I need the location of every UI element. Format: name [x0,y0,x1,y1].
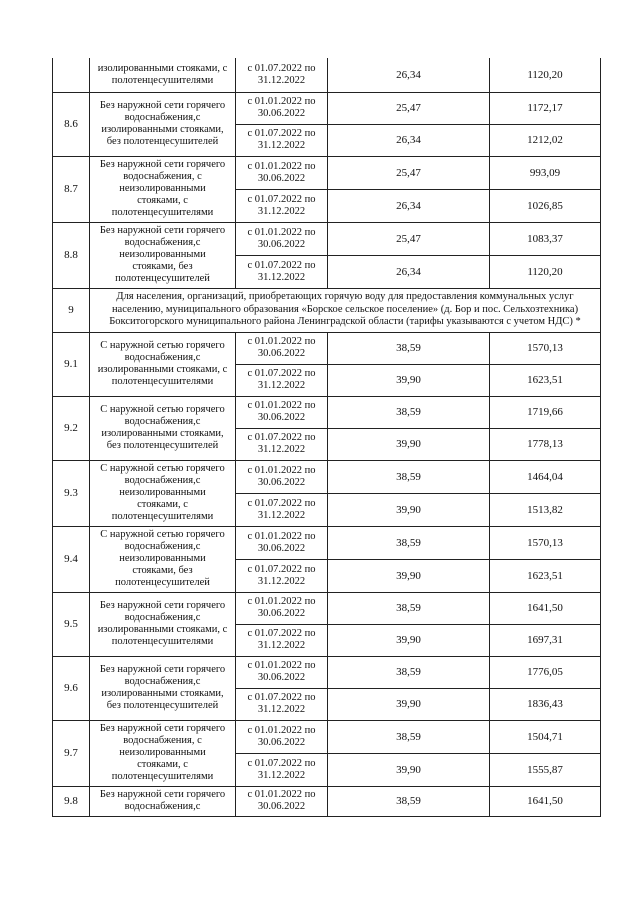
text-line: 31.12.2022 [257,575,306,587]
total-cell: 1623,51 [490,364,601,396]
text-line: стояками, без [132,261,193,272]
rate-cell: 39,90 [328,493,490,526]
text-line: 31.12.2022 [257,271,306,283]
text-line: С наружной сетью горячего [100,463,225,474]
period-cell [236,92,328,124]
tariff-row [53,786,601,816]
tariff-row [53,92,601,124]
text-line: Без наружной сети горячего [99,159,226,170]
text-line: изолированными стояками, [101,124,224,135]
period-cell [236,624,328,656]
text-line: водоснабжения,с [124,112,201,123]
rate-cell: 39,90 [328,688,490,720]
text-line: полотенцесушителями [111,636,214,647]
rate-cell: 26,34 [328,124,490,156]
total-cell: 1836,43 [490,688,601,720]
total-cell: 1719,66 [490,396,601,428]
text-line: 30.06.2022 [257,348,306,359]
total-cell: 1504,71 [490,720,601,753]
row-description [90,656,236,720]
text-line: полотенцесушителями [111,74,214,86]
text-line: с 01.07.2022 по [247,563,316,575]
row-description [90,460,236,526]
text-line: изолированными стояками, [101,428,224,439]
heading-line: Для населения, организаций, приобретающих горячую воду для предоставления коммунальных услуг [116,291,574,303]
text-line: стояками, с [137,499,188,510]
text-line: с 01.01.2022 по [247,596,316,607]
tariff-row [53,460,601,493]
row-description [90,222,236,288]
text-line: водоснабжения,с [124,541,201,552]
total-cell: 1555,87 [490,753,601,786]
period-cell [236,255,328,288]
rate-cell: 25,47 [328,92,490,124]
text-line: с 01.07.2022 по [247,432,316,443]
text-line: 31.12.2022 [257,140,306,151]
period-cell [236,222,328,255]
total-cell: 1570,13 [490,526,601,559]
rate-cell: 39,90 [328,753,490,786]
text-line: Без наружной сети горячего [99,789,226,800]
total-cell: 1697,31 [490,624,601,656]
total-cell: 1778,13 [490,428,601,460]
text-line: 31.12.2022 [257,444,306,455]
row-number [53,58,90,92]
tariff-row [53,656,601,688]
text-line: водоснабжения,с [124,352,201,363]
period-cell [236,189,328,222]
text-line: с 01.01.2022 по [247,789,316,800]
text-line: водоснабжения, с [123,735,202,746]
text-line: с 01.01.2022 по [247,530,316,542]
text-line: неизолированными [119,183,206,194]
text-line: с 01.01.2022 по [247,226,316,238]
rate-cell: 39,90 [328,428,490,460]
total-cell: 1026,85 [490,189,601,222]
text-line: 30.06.2022 [257,608,306,619]
period-cell [236,526,328,559]
period-cell [236,364,328,396]
total-cell: 1623,51 [490,559,601,592]
text-line: с 01.01.2022 по [247,660,316,671]
total-cell: 1212,02 [490,124,601,156]
row-number: 9.2 [53,396,90,460]
rate-cell: 26,34 [328,255,490,288]
total-cell: 1120,20 [490,58,601,92]
text-line: 30.06.2022 [257,238,306,250]
row-description [90,92,236,156]
text-line: без полотенцесушителей [106,440,219,451]
period-cell [236,124,328,156]
section-heading-row [53,288,601,332]
section-number: 9 [53,288,90,332]
rate-cell: 38,59 [328,332,490,364]
rate-cell: 38,59 [328,786,490,816]
rate-cell: 38,59 [328,720,490,753]
period-cell [236,592,328,624]
row-number: 9.6 [53,656,90,720]
text-line: с 01.01.2022 по [247,724,316,736]
rate-cell: 39,90 [328,364,490,396]
text-line: с 01.07.2022 по [247,628,316,639]
text-line: 30.06.2022 [257,172,306,184]
row-number: 8.8 [53,222,90,288]
text-line: водоснабжения,с [124,801,201,812]
text-line: Без наружной сети горячего [99,225,226,236]
text-line: с 01.07.2022 по [247,497,316,509]
row-description [90,396,236,460]
text-line: 30.06.2022 [257,801,306,812]
rate-cell: 38,59 [328,460,490,493]
period-cell [236,493,328,526]
text-line: водоснабжения,с [124,416,201,427]
rate-cell: 39,90 [328,624,490,656]
text-line: 31.12.2022 [257,74,306,86]
row-description [90,592,236,656]
text-line: без полотенцесушителей [106,136,219,147]
rate-cell: 38,59 [328,592,490,624]
text-line: 30.06.2022 [257,672,306,683]
tariff-row [53,156,601,189]
text-line: изолированными стояками, [101,688,224,699]
rate-cell: 38,59 [328,656,490,688]
period-cell [236,559,328,592]
total-cell: 1120,20 [490,255,601,288]
text-line: неизолированными [119,553,206,564]
text-line: неизолированными [119,747,206,758]
total-cell: 1172,17 [490,92,601,124]
row-description [90,720,236,786]
rate-cell: 38,59 [328,526,490,559]
document-page [52,58,600,817]
text-line: с 01.01.2022 по [247,400,316,411]
heading-line: населению, муниципального образования «Борское сельское поселение» (д. Бор и пос. Сельхозтехника) [111,303,579,315]
text-line: Без наружной сети горячего [99,600,226,611]
text-line: С наружной сетью горячего [100,404,225,415]
text-line: с 01.07.2022 по [247,62,316,74]
rate-cell: 25,47 [328,156,490,189]
text-line: с 01.07.2022 по [247,368,316,379]
period-cell [236,720,328,753]
text-line: с 01.07.2022 по [247,128,316,139]
rate-cell: 39,90 [328,559,490,592]
text-line: 31.12.2022 [257,704,306,715]
text-line: с 01.01.2022 по [247,336,316,347]
text-line: стояками, с [137,195,188,206]
text-line: водоснабжения,с [124,676,201,687]
text-line: полотенцесушителей [115,577,210,588]
row-number: 9.8 [53,786,90,816]
text-line: 30.06.2022 [257,542,306,554]
tariff-row [53,720,601,753]
text-line: 31.12.2022 [257,509,306,521]
text-line: полотенцесушителями [111,771,214,782]
text-line: стояками, без [132,565,193,576]
total-cell: 1776,05 [490,656,601,688]
text-line: Без наружной сети горячего [99,723,226,734]
period-cell [236,58,328,92]
period-cell [236,656,328,688]
period-cell [236,332,328,364]
text-line: водоснабжения,с [124,237,201,248]
rate-cell: 25,47 [328,222,490,255]
text-line: изолированными стояками, с [97,364,228,375]
total-cell: 1513,82 [490,493,601,526]
row-description [90,156,236,222]
period-cell [236,396,328,428]
text-line: неизолированными [119,249,206,260]
period-cell [236,156,328,189]
period-cell [236,753,328,786]
text-line: с 01.01.2022 по [247,160,316,172]
text-line: 31.12.2022 [257,205,306,217]
tariff-row [53,592,601,624]
text-line: полотенцесушителями [111,511,214,522]
text-line: с 01.07.2022 по [247,259,316,271]
text-line: 31.12.2022 [257,640,306,651]
tariff-row [53,58,601,92]
total-cell: 1083,37 [490,222,601,255]
section-heading [90,288,601,332]
total-cell: 1641,50 [490,786,601,816]
text-line: с 01.01.2022 по [247,96,316,107]
tariff-row [53,396,601,428]
row-number: 8.7 [53,156,90,222]
text-line: без полотенцесушителей [106,700,219,711]
row-number: 9.3 [53,460,90,526]
tariff-row [53,222,601,255]
text-line: полотенцесушителями [111,207,214,218]
text-line: изолированными стояками, с [97,624,228,635]
text-line: С наружной сетью горячего [100,340,225,351]
text-line: изолированными стояками, с [97,62,228,74]
total-cell: 1464,04 [490,460,601,493]
period-cell [236,688,328,720]
total-cell: 1641,50 [490,592,601,624]
total-cell: 993,09 [490,156,601,189]
period-cell [236,460,328,493]
text-line: Без наружной сети горячего [99,664,226,675]
row-number: 9.7 [53,720,90,786]
row-number: 9.1 [53,332,90,396]
row-number: 9.4 [53,526,90,592]
text-line: 30.06.2022 [257,412,306,423]
text-line: 30.06.2022 [257,108,306,119]
text-line: водоснабжения, с [123,171,202,182]
period-cell [236,786,328,816]
tariff-table [52,58,601,817]
text-line: водоснабжения,с [124,475,201,486]
text-line: Без наружной сети горячего [99,100,226,111]
rate-cell: 26,34 [328,189,490,222]
tariff-row [53,526,601,559]
row-number: 8.6 [53,92,90,156]
text-line: с 01.07.2022 по [247,692,316,703]
text-line: неизолированными [119,487,206,498]
total-cell: 1570,13 [490,332,601,364]
row-description [90,332,236,396]
row-description [90,58,236,92]
text-line: полотенцесушителями [111,376,214,387]
text-line: 31.12.2022 [257,380,306,391]
period-cell [236,428,328,460]
text-line: 30.06.2022 [257,476,306,488]
rate-cell: 38,59 [328,396,490,428]
text-line: полотенцесушителей [115,273,210,284]
row-number: 9.5 [53,592,90,656]
text-line: водоснабжения,с [124,612,201,623]
row-description [90,786,236,816]
text-line: с 01.07.2022 по [247,757,316,769]
text-line: стояками, с [137,759,188,770]
heading-line: Бокситогорского муниципального района Ленинградской области (тарифы указываются с учетом НДС) * [109,316,581,328]
text-line: 30.06.2022 [257,736,306,748]
text-line: с 01.07.2022 по [247,193,316,205]
text-line: с 01.01.2022 по [247,464,316,476]
text-line: С наружной сетью горячего [100,529,225,540]
row-description [90,526,236,592]
rate-cell: 26,34 [328,58,490,92]
tariff-table-body [53,58,601,816]
tariff-row [53,332,601,364]
text-line: 31.12.2022 [257,769,306,781]
